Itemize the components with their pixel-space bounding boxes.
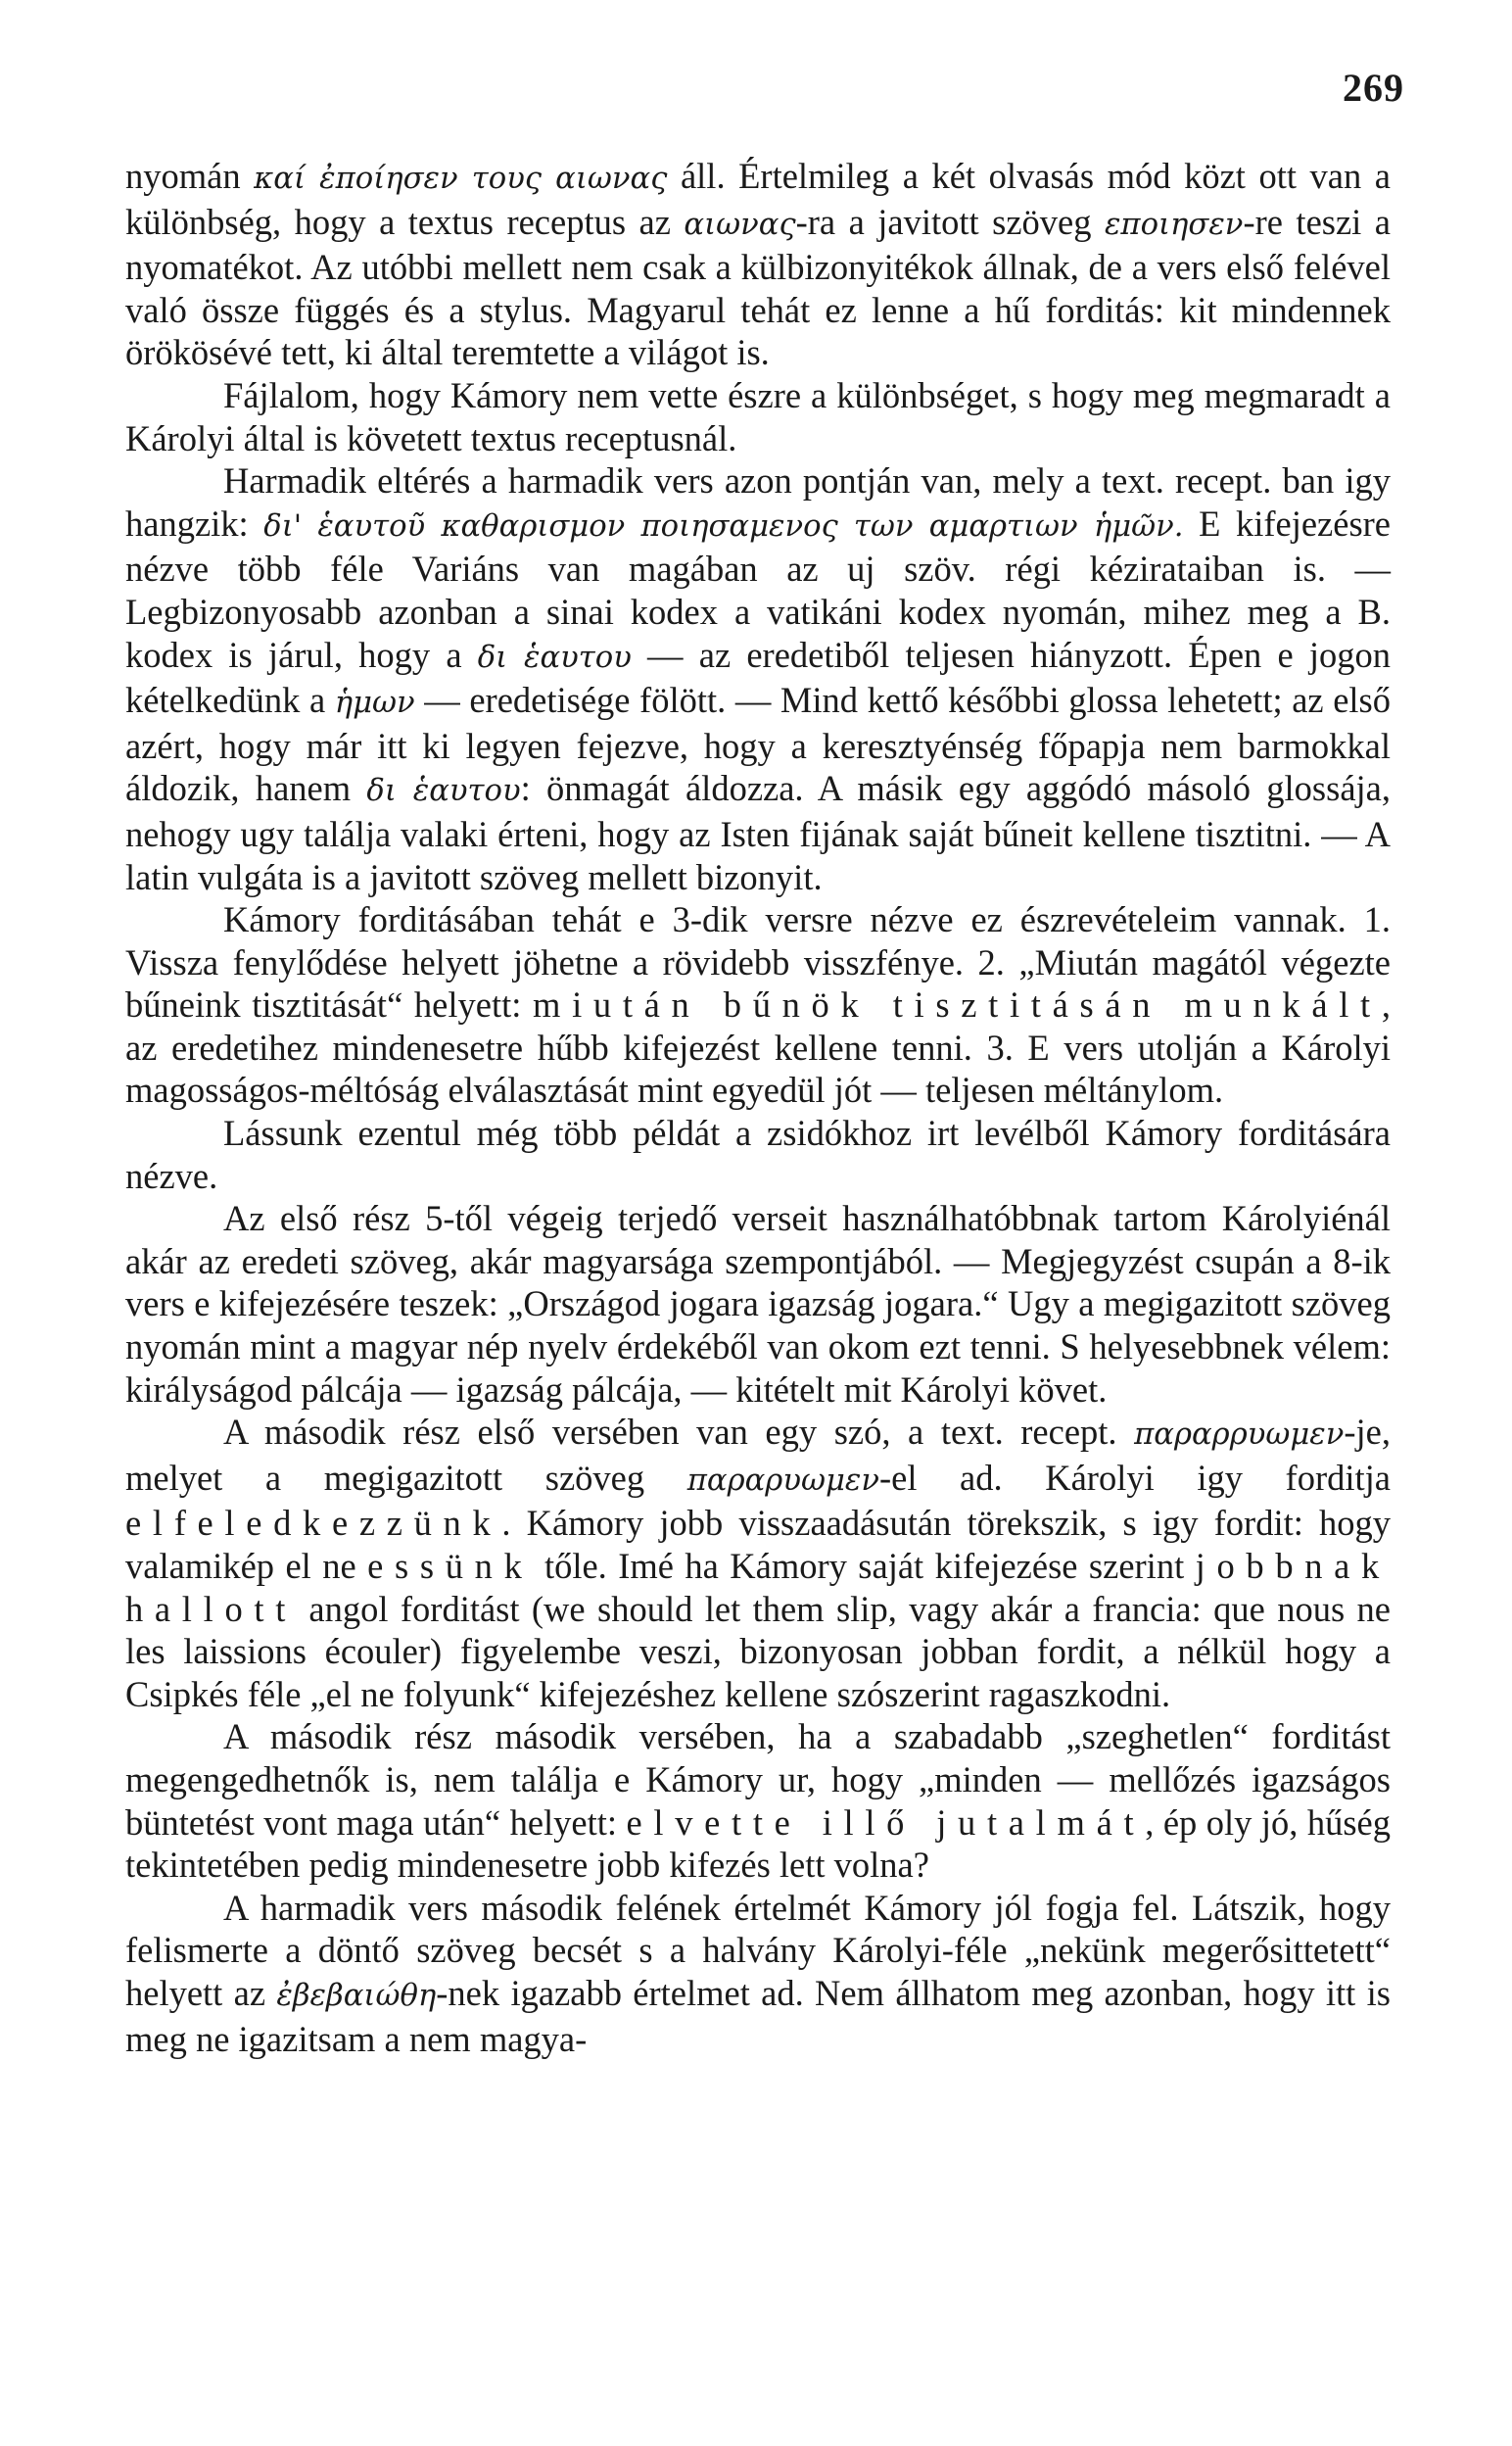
greek-text: εποιησεν — [1104, 207, 1244, 242]
text-segment: Fájlalom, hogy Kámory nem vette észre a különbséget, s hogy meg megmaradt a Károlyi által is követett textus receptusnál. — [125, 374, 1391, 458]
text-segment: -nek igazabb értelmet ad. Nem állhatom meg azonban, hogy itt is meg ne igazitsam a nem magya- — [125, 1972, 1391, 2059]
spaced-emphasis: elvette illő jutalmát — [626, 1801, 1146, 1843]
greek-text: δι ἑαυτου — [477, 640, 632, 675]
greek-text: ἐβεβαιώθη — [276, 1978, 437, 2013]
text-segment: A második rész második versében, ha a szabadabb „szeghetlen“ forditást megengedhetnők is, nem találja e Kámory ur, hogy „minden — mellőzés igazságos büntetést vont maga után“ helyett: — [125, 1716, 1391, 1843]
text-segment: A második rész első versében van egy szó, a text. recept. — [223, 1412, 1135, 1453]
greek-text: παραρρυωμεν — [1134, 1417, 1345, 1453]
spaced-emphasis: miután bűnök tisztitásán munkált — [533, 984, 1382, 1026]
spaced-emphasis: elfeledkezzünk — [125, 1503, 502, 1544]
text-segment: , az eredetihez mindenesetre hűbb kifejezést kellene tenni. 3. E vers utolján a Károlyi magosságos-méltóság elválasztását mint egyedül jót — teljesen méltánylom. — [125, 984, 1391, 1111]
text-segment: -el ad. Károlyi igy forditja — [878, 1457, 1391, 1498]
text-segment: Harmadik eltérés a harmadik vers azon pontján van, mely a text. recept. ban igy hangzik: — [125, 460, 1391, 544]
paragraph-4 — [125, 898, 1391, 1112]
spaced-emphasis: essünk — [367, 1546, 534, 1586]
text-segment: -re teszi a nyomatékot. Az utóbbi mellett nem csak a külbizonyitékok állnak, de a vers első felével való össze függés és a stylus. Magyarul tehát ez lenne a hű forditás: kit mindennek örökösévé tett, ki által teremtette a világot is. — [125, 201, 1391, 373]
text-segment: . Kámory jobb visszaadásután törekszik, s igy fordit: hogy valamikép el ne — [125, 1503, 1391, 1586]
text-body — [125, 155, 1391, 2060]
text-segment: : önmagát áldozza. A másik egy aggódó másoló glossája, nehogy ugy találja valaki érteni, hogy az Isten fijának saját bűneit kellene tisztitni. — A latin vulgáta is a javitott szöveg mellett bizonyit. — [125, 768, 1391, 897]
paragraph-2 — [125, 374, 1391, 459]
paragraph-1 — [125, 155, 1391, 374]
paragraph-3 — [125, 459, 1391, 898]
text-segment: — eredetisége fölött. — Mind kettő későbbi glossa lehetett; az első azért, hogy már itt ki legyen fejezve, hogy a keresztyénség főpapja nem barmokkal áldozik, hanem — [125, 680, 1391, 809]
text-segment: , ép oly jó, hűség tekintetében pedig mindenesetre jobb kifezés lett volna? — [125, 1801, 1391, 1886]
text-segment: — az eredetiből teljesen hiányzott. Épen e jogon kételkedünk a — [125, 634, 1391, 721]
page-number: 269 — [1343, 66, 1404, 110]
text-segment: angol forditást (we should let them slip, vagy akár a francia: que nous ne les laissions écouler) figyelembe veszi, bizonyosan jobban fordit, a nélkül hogy a Csipkés féle „el ne folyunk“ kifejezéshez kellene szószerint ragaszkodni. — [125, 1588, 1391, 1714]
paragraph-9 — [125, 1887, 1391, 2060]
text-segment: A harmadik vers második felének értelmét Kámory jól fogja fel. Látszik, hogy felismerte a döntő szöveg becsét s a halvány Károlyi-féle „nekünk megerősittetett“ helyett az — [125, 1887, 1391, 2013]
text-segment: -je, melyet a megigazitott szöveg — [125, 1412, 1391, 1498]
spaced-emphasis: jobbnak hallott — [125, 1546, 1391, 1629]
text-segment: E kifejezésre nézve több féle Variáns van magában az uj szöv. régi kézirataiban is. — Legbizonyosabb azonban a sinai kodex a vatikáni kodex nyomán, mihez meg a B. kodex is járul, hogy a — [125, 503, 1391, 675]
paragraph-8 — [125, 1715, 1391, 1886]
greek-text: παραρυωμεν — [686, 1463, 879, 1498]
text-segment: nyomán — [125, 156, 255, 196]
paragraph-5 — [125, 1112, 1391, 1197]
greek-text: ἡμων — [334, 686, 415, 721]
text-segment: áll. Értelmileg a két olvasás mód közt ott van a különbség, hogy a textus receptus az — [125, 156, 1392, 242]
greek-text: αιωνας — [684, 207, 796, 242]
text-segment: Kámory forditásában tehát e 3-dik versre nézve ez észrevételeim vannak. 1. Vissza fenylődése helyett jöhetne a rövidebb visszfénye. 2. „Miután magától végezte bűneink tisztitását“ helyett: — [125, 899, 1391, 1026]
greek-text: καί ἐποίησεν τους αιωνας — [254, 162, 668, 196]
paragraph-6 — [125, 1197, 1391, 1411]
text-segment: Lássunk ezentul még több példát a zsidókhoz irt levélből Kámory forditására nézve. — [125, 1113, 1391, 1196]
text-segment: Az első rész 5-től végeig terjedő verseit használhatóbbnak tartom Károlyiénál akár az eredeti szöveg, akár magyarsága szempontjából. — Megjegyzést csupán a 8-ik vers e kifejezésére teszek: „Országod jogara igazság jogara.“ Ugy a megigazitott szöveg nyomán mint a magyar nép nyelv érdekéből van okom ezt tenni. S helyesebbnek vélem: királyságod pálcája — igazság pálcája, — kitételt mit Károlyi követ. — [125, 1198, 1391, 1410]
greek-text: δι ἑαυτου — [366, 774, 521, 809]
text-segment: tőle. Imé ha Kámory saját kifejezése szerint — [533, 1546, 1196, 1586]
greek-text: δι' ἑαυτοῦ καθαρισμον ποιησαμενος των αμαρτιων ἡμῶν. — [263, 508, 1184, 544]
paragraph-7 — [125, 1411, 1391, 1715]
text-segment: -ra a javitott szöveg — [795, 201, 1105, 242]
